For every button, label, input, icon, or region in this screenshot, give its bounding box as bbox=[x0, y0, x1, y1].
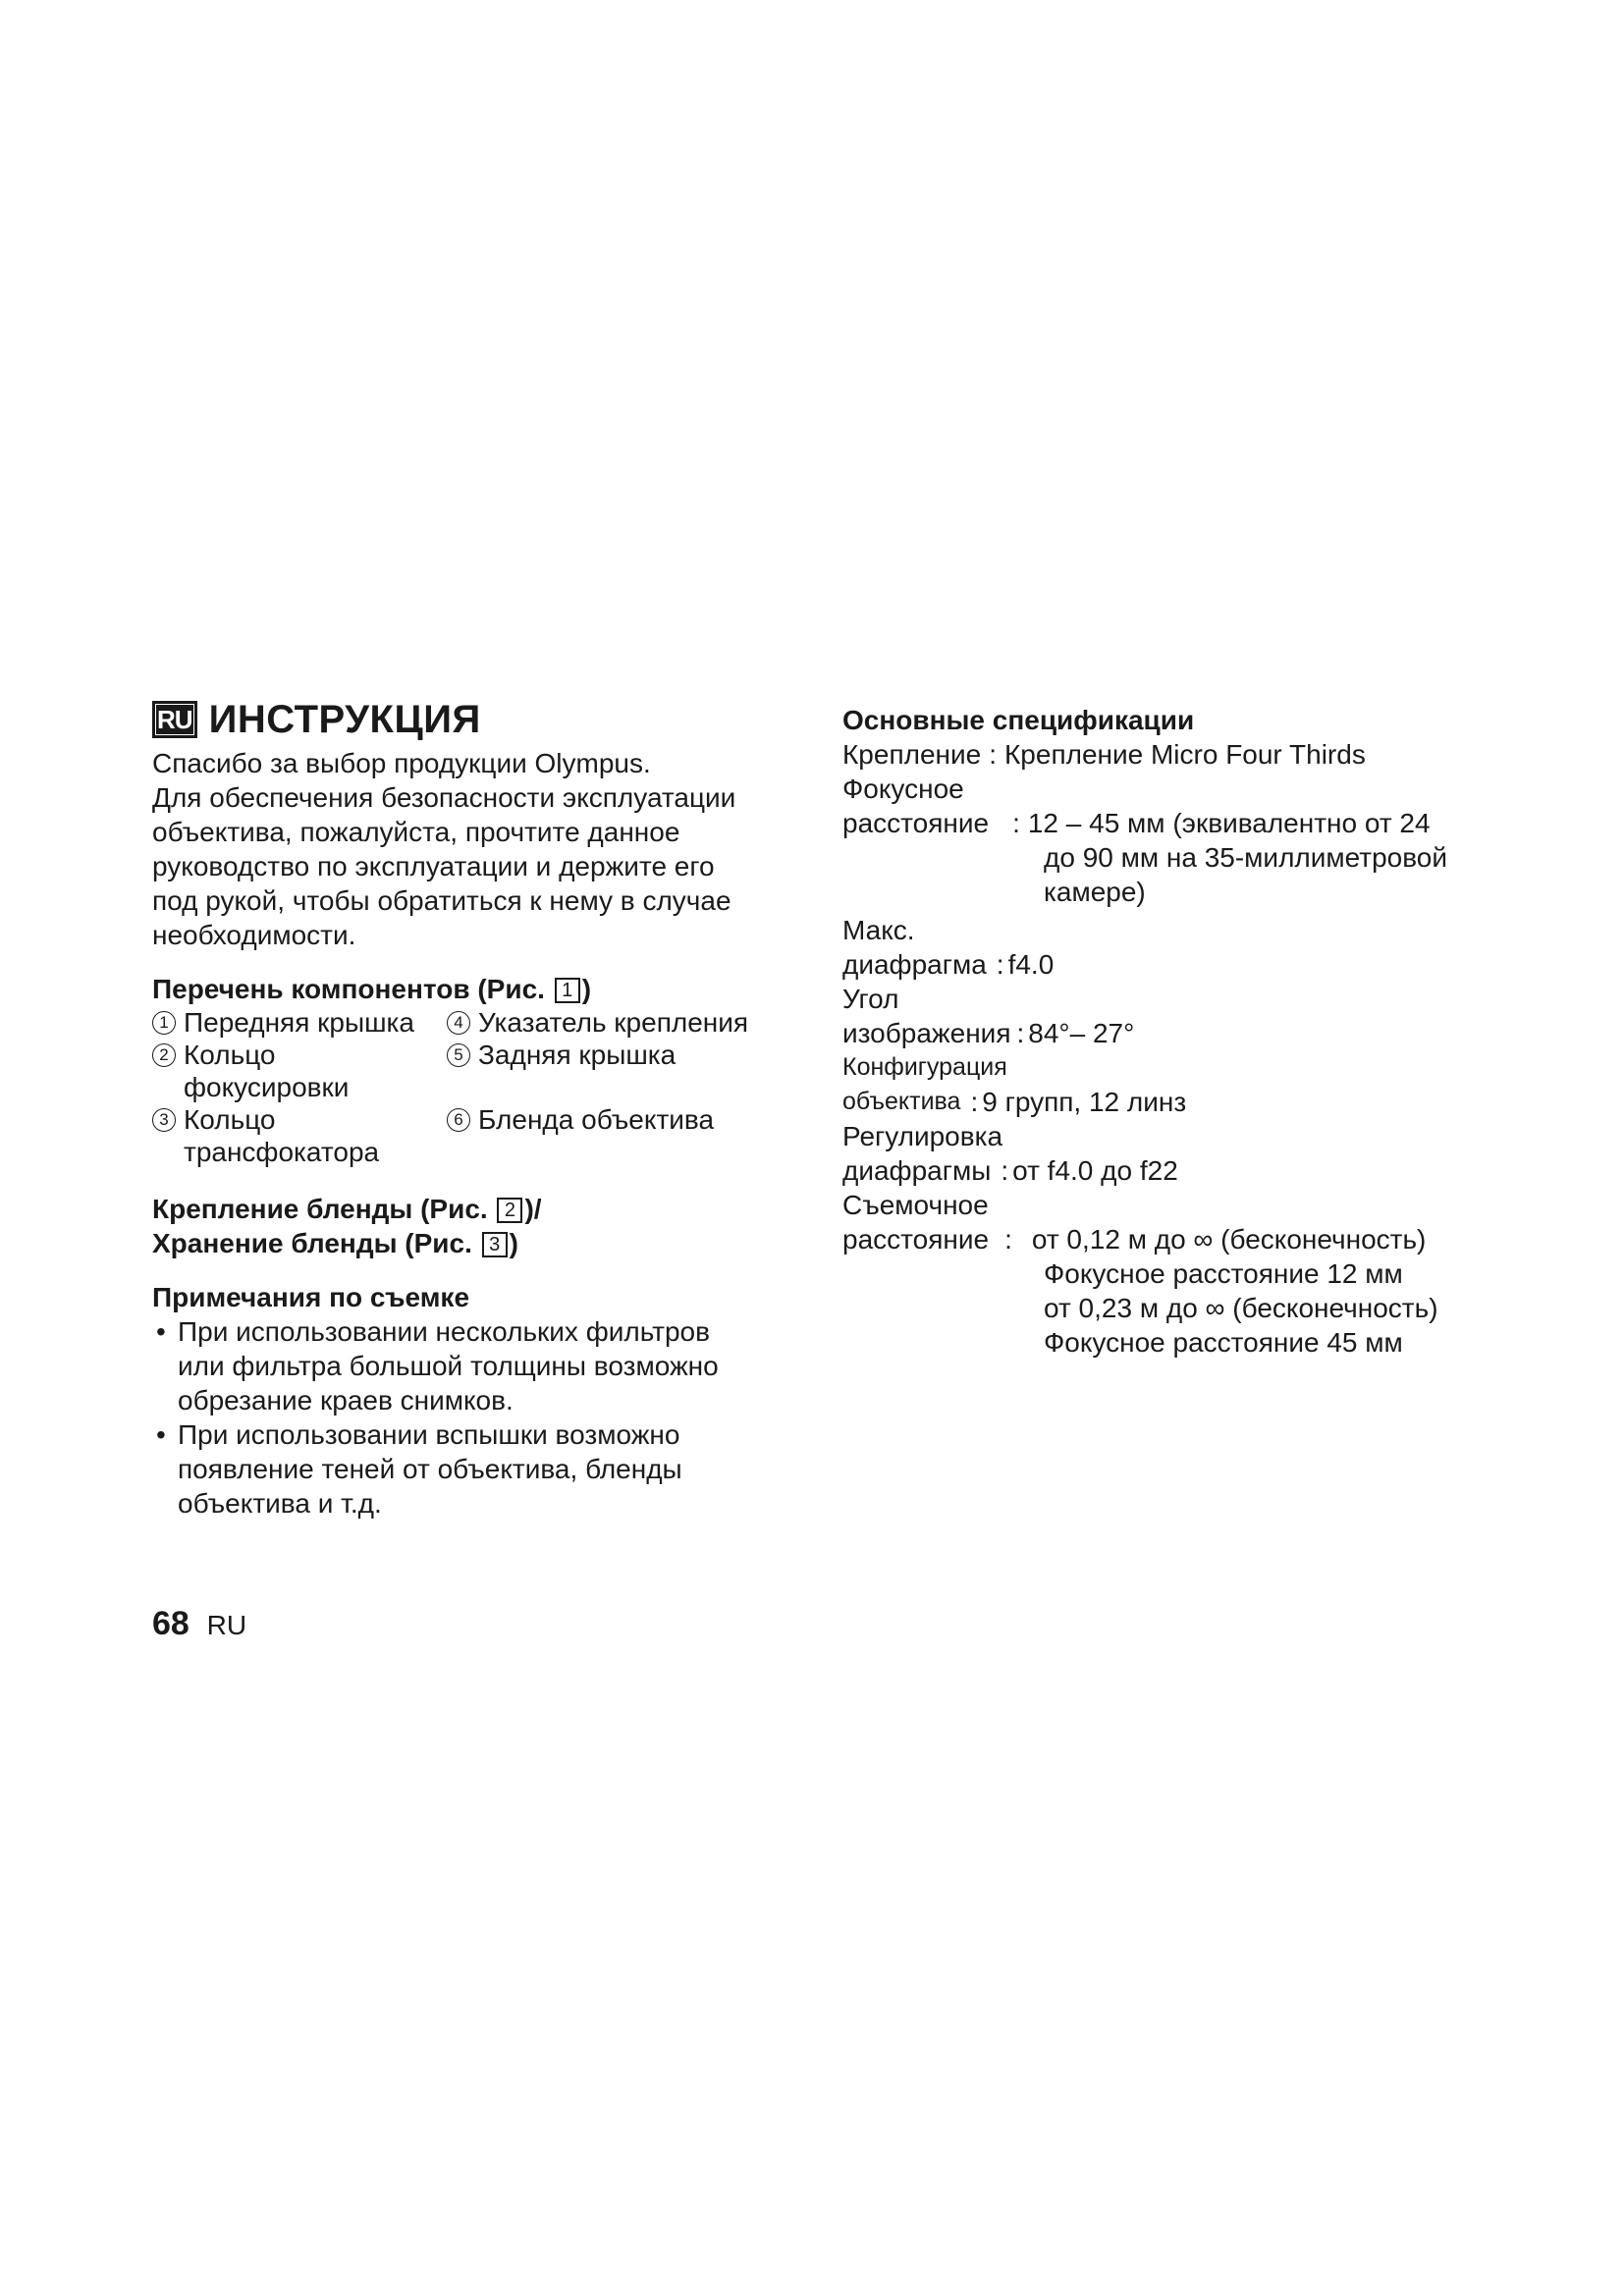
note-2-line-2: появление теней от объектива, бленды bbox=[178, 1454, 682, 1484]
number-circle-icon: 3 bbox=[152, 1108, 176, 1132]
spec-adj-value: от f4.0 до f22 bbox=[1012, 1155, 1178, 1186]
hood-storage-end: ) bbox=[509, 1228, 518, 1258]
spec-configuration bbox=[842, 1050, 1490, 1119]
spec-adj-label-2: диафрагмы bbox=[842, 1155, 992, 1186]
component-label: Бленда объектива bbox=[478, 1104, 715, 1135]
number-circle-icon: 4 bbox=[447, 1011, 470, 1035]
spec-dist-value-1: от 0,12 м до ∞ (бесконечность) bbox=[1031, 1224, 1427, 1255]
number-circle-icon: 2 bbox=[152, 1043, 176, 1067]
language-badge: RU bbox=[152, 701, 197, 738]
intro-paragraph bbox=[152, 746, 800, 952]
figure-ref-3: 3 bbox=[482, 1232, 508, 1257]
note-1-line-1: При использовании нескольких фильтров bbox=[178, 1316, 710, 1347]
spec-mount bbox=[842, 737, 1490, 772]
spec-dist-label-1: Съемочное bbox=[842, 1190, 989, 1220]
figure-ref-2: 2 bbox=[497, 1198, 522, 1223]
footer-lang: RU bbox=[206, 1610, 247, 1640]
hood-attach-end: )/ bbox=[524, 1194, 542, 1224]
spec-angle bbox=[842, 982, 1490, 1050]
spec-focal-value-3: камере) bbox=[1044, 877, 1146, 907]
spec-separator: : bbox=[1001, 1155, 1009, 1186]
component-item bbox=[152, 1039, 447, 1103]
spec-mount-value: Крепление Micro Four Thirds bbox=[1003, 739, 1366, 770]
spec-dist-value-2: Фокусное расстояние 12 мм bbox=[1044, 1258, 1403, 1289]
spec-dist-label-2: расстояние bbox=[842, 1224, 990, 1255]
spec-focal-length bbox=[842, 772, 1490, 909]
right-column bbox=[842, 695, 1490, 1360]
spec-focal-label-2: расстояние bbox=[842, 808, 990, 838]
spec-angle-value: 84°– 27° bbox=[1028, 1018, 1135, 1048]
spec-separator: : bbox=[1012, 808, 1020, 838]
spec-config-label-1: Конфигурация bbox=[842, 1053, 1007, 1081]
component-label: Кольцо трансфокатора bbox=[184, 1104, 380, 1167]
component-label: Кольцо фокусировки bbox=[184, 1040, 350, 1102]
spec-separator: : bbox=[1004, 1224, 1012, 1255]
hood-storage-heading bbox=[152, 1226, 800, 1260]
note-1-line-2: или фильтра большой толщины возможно bbox=[178, 1351, 719, 1381]
number-circle-icon: 5 bbox=[447, 1043, 470, 1067]
component-item bbox=[447, 1006, 800, 1039]
left-column bbox=[152, 695, 800, 1521]
notes-heading: Примечания по съемке bbox=[152, 1282, 470, 1312]
spec-shooting-distance bbox=[842, 1188, 1490, 1360]
hood-storage-text: Хранение бленды (Рис. bbox=[152, 1228, 472, 1258]
spec-separator: : bbox=[1016, 1018, 1025, 1048]
spec-focal-label-1: Фокусное bbox=[842, 774, 964, 804]
spec-max-aperture bbox=[842, 913, 1490, 982]
specs-heading: Основные спецификации bbox=[842, 705, 1195, 735]
spec-config-value: 9 групп, 12 линз bbox=[982, 1087, 1187, 1117]
spec-angle-label-2: изображения bbox=[842, 1018, 1011, 1048]
intro-line-2: Для обеспечения безопасности эксплуатации bbox=[152, 782, 736, 813]
spec-separator: : bbox=[970, 1087, 979, 1117]
spec-focal-value-2: до 90 мм на 35-миллиметровой bbox=[1044, 842, 1448, 873]
page-title: ИНСТРУКЦИЯ bbox=[208, 697, 481, 741]
note-item-2 bbox=[152, 1417, 800, 1521]
component-label: Указатель крепления bbox=[478, 1007, 749, 1038]
number-circle-icon: 1 bbox=[152, 1011, 176, 1035]
number-circle-icon: 6 bbox=[447, 1108, 470, 1132]
components-heading bbox=[152, 972, 800, 1006]
intro-line-1: Спасибо за выбор продукции Olympus. bbox=[152, 748, 651, 778]
spec-aperture-range bbox=[842, 1119, 1490, 1188]
title-row bbox=[152, 695, 800, 744]
spec-focal-value-1: 12 – 45 мм (эквивалентно от 24 bbox=[1027, 808, 1431, 838]
page-number: 68 bbox=[152, 1605, 189, 1642]
note-item-1 bbox=[152, 1314, 800, 1417]
component-item bbox=[447, 1039, 800, 1103]
spec-separator: : bbox=[996, 949, 1004, 980]
components-heading-end: ) bbox=[581, 974, 592, 1004]
figure-ref-1: 1 bbox=[555, 978, 580, 1003]
page-footer bbox=[152, 1605, 246, 1643]
intro-line-4: руководство по эксплуатации и держите его bbox=[152, 851, 715, 881]
components-list bbox=[152, 1006, 800, 1168]
component-item bbox=[447, 1103, 800, 1168]
components-heading-text: Перечень компонентов (Рис. bbox=[152, 974, 545, 1004]
intro-line-3: объектива, пожалуйста, прочтите данное bbox=[152, 817, 680, 847]
intro-line-5: под рукой, чтобы обратиться к нему в случае bbox=[152, 885, 731, 916]
note-2-line-1: При использовании вспышки возможно bbox=[178, 1419, 680, 1450]
spec-adj-label-1: Регулировка bbox=[842, 1121, 1003, 1151]
notes-list bbox=[152, 1314, 800, 1521]
component-label: Передняя крышка bbox=[184, 1007, 414, 1038]
spec-aperture-label-2: диафрагма bbox=[842, 949, 987, 980]
spec-separator: : bbox=[989, 739, 997, 770]
spec-dist-value-3: от 0,23 м до ∞ (бесконечность) bbox=[1044, 1293, 1438, 1323]
spec-angle-label-1: Угол bbox=[842, 984, 899, 1014]
spec-aperture-value: f4.0 bbox=[1007, 949, 1055, 980]
note-2-line-3: объектива и т.д. bbox=[178, 1488, 382, 1519]
spec-aperture-label-1: Макс. bbox=[842, 915, 915, 945]
intro-line-6: необходимости. bbox=[152, 920, 356, 950]
hood-attach-heading bbox=[152, 1192, 800, 1226]
spec-config-label-2: объектива bbox=[842, 1088, 961, 1115]
spec-dist-value-4: Фокусное расстояние 45 мм bbox=[1044, 1327, 1403, 1358]
component-item bbox=[152, 1006, 447, 1039]
component-item bbox=[152, 1103, 447, 1168]
hood-attach-text: Крепление бленды (Рис. bbox=[152, 1194, 488, 1224]
spec-mount-label: Крепление bbox=[842, 739, 982, 770]
component-label: Задняя крышка bbox=[478, 1040, 677, 1070]
note-1-line-3: обрезание краев снимков. bbox=[178, 1385, 514, 1415]
